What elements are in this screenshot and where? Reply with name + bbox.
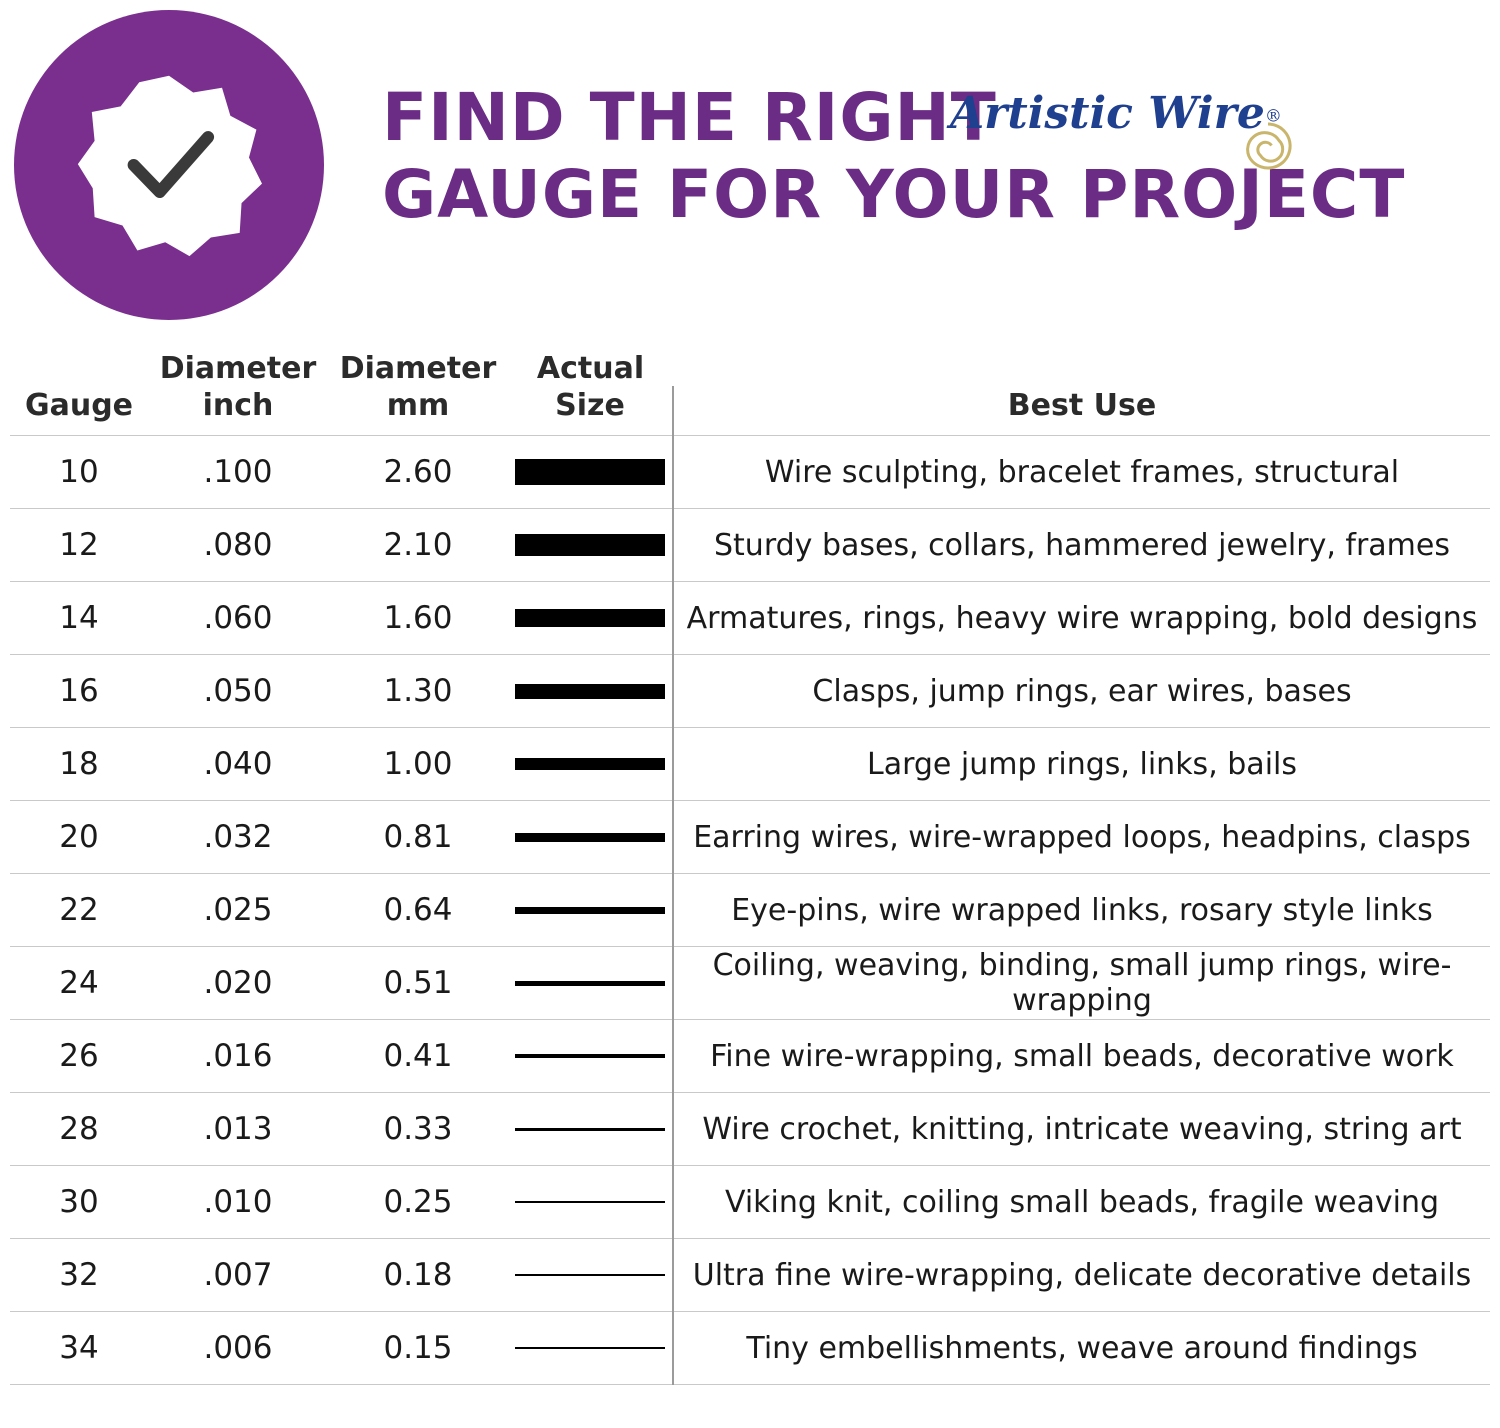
- gauge-table: [10, 340, 1490, 1385]
- cell-best-use: Large jump rings, links, bails: [673, 728, 1490, 801]
- cell-diameter-mm: 1.00: [383, 746, 453, 782]
- cell-best-use: Ultra fine wire-wrapping, delicate decorative details: [673, 1239, 1490, 1312]
- cell-best-use: Earring wires, wire-wrapped loops, headpins, clasps: [673, 801, 1490, 874]
- cell-gauge: 28: [59, 1111, 99, 1147]
- cell-gauge: 12: [59, 527, 99, 563]
- cell-actual-size: [508, 1312, 673, 1385]
- cell-actual-size: [508, 1166, 673, 1239]
- cell-diameter-mm: 1.30: [383, 673, 453, 709]
- cell-gauge: 32: [59, 1257, 99, 1293]
- cell-actual-size: [508, 1093, 673, 1166]
- cell-diameter-mm: 0.51: [383, 965, 453, 1001]
- table-row: [10, 436, 1490, 509]
- cell-diameter-mm: 2.10: [383, 527, 453, 563]
- cell-actual-size: [508, 801, 673, 874]
- cell-best-use: Armatures, rings, heavy wire wrapping, bold designs: [673, 582, 1490, 655]
- header-inch: inch: [202, 388, 274, 423]
- header-size: Size: [555, 388, 625, 423]
- cell-diameter-mm: 2.60: [383, 454, 453, 490]
- cell-gauge: 14: [59, 600, 99, 636]
- table-row: [10, 728, 1490, 801]
- title-line-1: FIND THE RIGHT: [382, 79, 997, 156]
- table-body: [10, 436, 1490, 1385]
- table-row: [10, 1093, 1490, 1166]
- table-row: [10, 509, 1490, 582]
- cell-actual-size: [508, 874, 673, 947]
- cell-diameter-mm: 0.25: [383, 1184, 453, 1220]
- cell-gauge: 16: [59, 673, 99, 709]
- wire-thickness-bar: [515, 907, 665, 914]
- cell-diameter-inch: .007: [203, 1257, 273, 1293]
- wire-thickness-bar: [515, 1347, 665, 1349]
- brand-name: Artistic Wire: [950, 88, 1265, 139]
- cell-actual-size: [508, 655, 673, 728]
- cell-diameter-inch: .040: [203, 746, 273, 782]
- wire-thickness-bar: [515, 684, 665, 699]
- cell-diameter-inch: .006: [203, 1330, 273, 1366]
- brand-registered-mark: ®: [1264, 106, 1282, 127]
- cell-gauge: 10: [59, 454, 99, 490]
- cell-best-use: Fine wire-wrapping, small beads, decorative work: [673, 1020, 1490, 1093]
- cell-best-use: Clasps, jump rings, ear wires, bases: [673, 655, 1490, 728]
- cell-best-use: Wire crochet, knitting, intricate weaving, string art: [673, 1093, 1490, 1166]
- cell-actual-size: [508, 947, 673, 1020]
- cell-gauge: 26: [59, 1038, 99, 1074]
- table-row: [10, 1020, 1490, 1093]
- cell-diameter-inch: .025: [203, 892, 273, 928]
- check-badge-icon: [14, 10, 324, 320]
- table-row: [10, 582, 1490, 655]
- starburst-shape: [76, 72, 262, 258]
- wire-thickness-bar: [515, 1201, 665, 1204]
- header-best-use: Best Use: [673, 386, 1490, 436]
- header-mm-top: Diameter: [339, 351, 497, 386]
- wire-thickness-bar: [515, 1274, 665, 1276]
- table-row: [10, 801, 1490, 874]
- brand-logo: [950, 88, 1280, 158]
- table-header-row-bottom: [10, 386, 1490, 436]
- wire-thickness-bar: [515, 758, 665, 770]
- cell-diameter-mm: 0.18: [383, 1257, 453, 1293]
- cell-best-use: Sturdy bases, collars, hammered jewelry, frames: [673, 509, 1490, 582]
- spiral-icon: [1240, 118, 1296, 174]
- cell-actual-size: [508, 728, 673, 801]
- cell-actual-size: [508, 1239, 673, 1312]
- table-row: [10, 874, 1490, 947]
- cell-actual-size: [508, 509, 673, 582]
- cell-diameter-inch: .100: [203, 454, 273, 490]
- cell-actual-size: [508, 1020, 673, 1093]
- cell-diameter-inch: .016: [203, 1038, 273, 1074]
- cell-gauge: 18: [59, 746, 99, 782]
- cell-diameter-inch: .060: [203, 600, 273, 636]
- cell-actual-size: [508, 436, 673, 509]
- header-gauge: Gauge: [24, 388, 134, 423]
- cell-diameter-mm: 0.33: [383, 1111, 453, 1147]
- cell-diameter-mm: 1.60: [383, 600, 453, 636]
- cell-best-use: Eye-pins, wire wrapped links, rosary style links: [673, 874, 1490, 947]
- cell-diameter-inch: .013: [203, 1111, 273, 1147]
- cell-gauge: 22: [59, 892, 99, 928]
- wire-thickness-bar: [515, 534, 665, 556]
- gauge-table-container: [0, 340, 1500, 1385]
- cell-diameter-mm: 0.41: [383, 1038, 453, 1074]
- header-inch-top: Diameter: [159, 351, 317, 386]
- cell-gauge: 20: [59, 819, 99, 855]
- table-row: [10, 1239, 1490, 1312]
- cell-diameter-inch: .080: [203, 527, 273, 563]
- cell-best-use: Coiling, weaving, binding, small jump rings, wire-wrapping: [673, 947, 1490, 1020]
- wire-thickness-bar: [515, 1128, 665, 1131]
- table-head: [10, 340, 1490, 436]
- header: [0, 0, 1500, 340]
- cell-diameter-mm: 0.64: [383, 892, 453, 928]
- cell-diameter-inch: .050: [203, 673, 273, 709]
- wire-thickness-bar: [515, 981, 665, 986]
- cell-gauge: 34: [59, 1330, 99, 1366]
- cell-best-use: Viking knit, coiling small beads, fragile weaving: [673, 1166, 1490, 1239]
- title-line-2: GAUGE FOR YOUR PROJECT: [382, 155, 1406, 233]
- header-gauge-top: [10, 340, 148, 386]
- header-size-top: Actual: [536, 351, 645, 386]
- cell-best-use: Wire sculpting, bracelet frames, structural: [673, 436, 1490, 509]
- wire-thickness-bar: [515, 833, 665, 842]
- wire-thickness-bar: [515, 459, 665, 485]
- cell-diameter-mm: 0.15: [383, 1330, 453, 1366]
- cell-diameter-inch: .010: [203, 1184, 273, 1220]
- wire-thickness-bar: [515, 609, 665, 627]
- cell-gauge: 24: [59, 965, 99, 1001]
- cell-gauge: 30: [59, 1184, 99, 1220]
- table-row: [10, 947, 1490, 1020]
- cell-best-use: Tiny embellishments, weave around findings: [673, 1312, 1490, 1385]
- cell-diameter-mm: 0.81: [383, 819, 453, 855]
- table-row: [10, 1312, 1490, 1385]
- table-header-row-top: [10, 340, 1490, 386]
- header-mm: mm: [386, 388, 450, 423]
- table-row: [10, 1166, 1490, 1239]
- page-title: [382, 80, 1482, 233]
- table-row: [10, 655, 1490, 728]
- wire-thickness-bar: [515, 1054, 665, 1058]
- cell-actual-size: [508, 582, 673, 655]
- cell-diameter-inch: .020: [203, 965, 273, 1001]
- header-use-top: [673, 340, 1490, 386]
- cell-diameter-inch: .032: [203, 819, 273, 855]
